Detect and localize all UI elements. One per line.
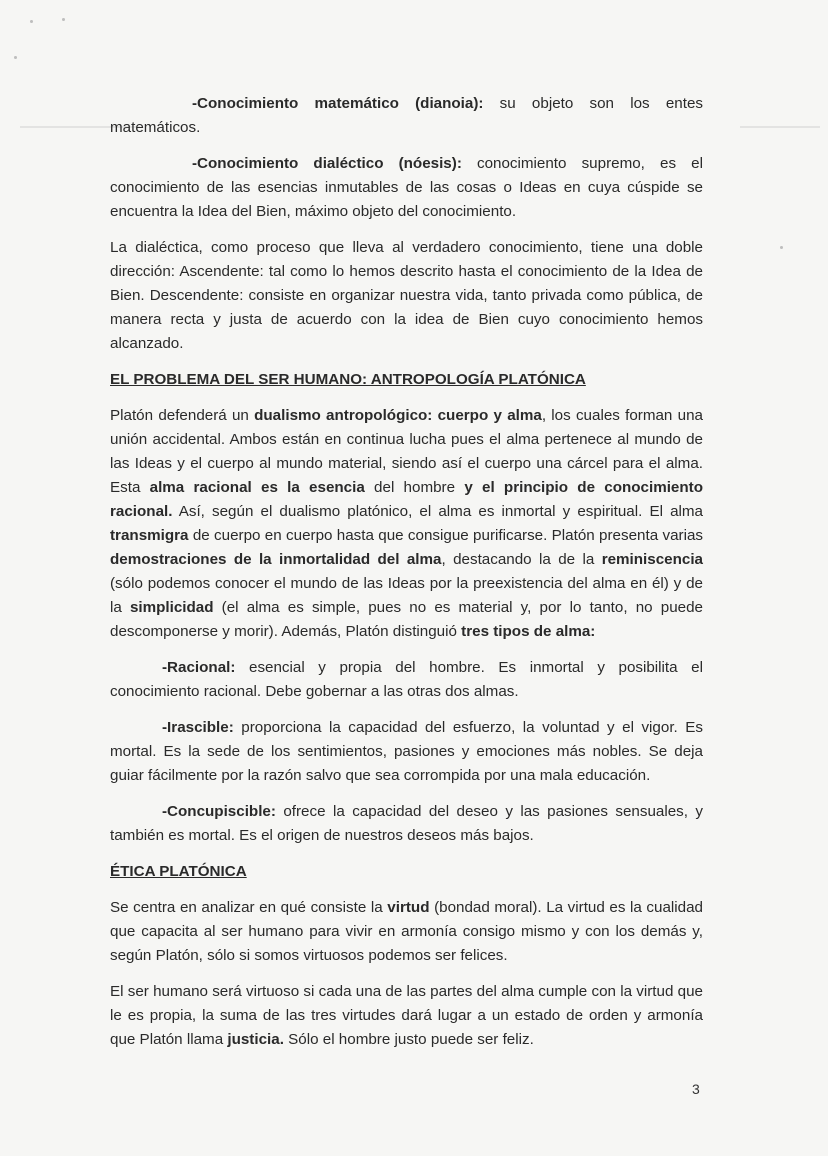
paragraph — [110, 716, 703, 788]
bold-text: virtud — [387, 899, 430, 916]
bold-text: demostraciones de la inmortalidad del alma — [110, 551, 442, 568]
text-run: de cuerpo en cuerpo hasta que consigue purificarse. Platón presenta varias — [188, 527, 703, 544]
text-run: Sólo el hombre justo puede ser feliz. — [283, 1031, 534, 1048]
paragraph — [110, 896, 703, 968]
paragraph — [110, 152, 703, 224]
document-body — [110, 92, 703, 1064]
section-antropologia — [110, 404, 703, 848]
heading-etica: ÉTICA PLATÓNICA — [110, 863, 247, 880]
section-conocimiento — [110, 92, 703, 356]
heading-antropologia: EL PROBLEMA DEL SER HUMANO: ANTROPOLOGÍA PLATÓNICA — [110, 371, 586, 388]
bold-text: simplicidad — [129, 599, 214, 616]
text-run: (el alma es simple, pues no es material y, por lo tanto, no puede descomponerse y morir). Además, Platón distinguió — [110, 599, 703, 640]
text-run: Se centra en analizar en qué consiste la — [110, 899, 388, 916]
text-run: (sólo podemos conocer el mundo de las Ideas por la preexistencia del alma en él) y de la — [110, 575, 703, 616]
section-etica — [110, 896, 703, 1052]
text-run: (bondad moral). La virtud es la cualidad que capacita al ser humano para vivir en armonía consigo mismo y con los demás y, según Platón, sólo si somos virtuosos podemos ser felices. — [110, 899, 703, 964]
text-run: , los cuales forman una unión accidental. Ambos están en continua lucha pues el alma pertenece al mundo de las Ideas y el cuerpo al mundo material, siendo así el cuerpo una cárcel para el alma. Esta — [110, 407, 703, 496]
scan-artifact-speck — [30, 20, 33, 23]
text-run: Platón defenderá un — [110, 407, 255, 424]
bold-text: -Irascible: — [162, 719, 234, 736]
text-run: La dialéctica, como proceso que lleva al verdadero conocimiento, tiene una doble dirección: Ascendente: tal como lo hemos descrito hasta el conocimiento de la Idea de Bien. Descendente: consiste en organizar nuestra vida, tanto privada como pública, de manera recta y justa de acuerdo con la idea de Bien cuyo conocimiento hemos alcanzado. — [110, 239, 703, 352]
bold-text: -Conocimiento matemático (dianoia): — [192, 95, 484, 112]
bold-text: transmigra — [110, 527, 189, 544]
text-run: , destacando la de la — [441, 551, 602, 568]
text-run: del hombre — [364, 479, 465, 496]
bold-text: dualismo antropológico: cuerpo y alma — [254, 407, 542, 424]
paragraph — [110, 236, 703, 356]
bold-text: -Conocimiento dialéctico (nóesis): — [192, 155, 462, 172]
bold-text: -Concupiscible: — [162, 803, 276, 820]
bold-text: justicia. — [227, 1031, 284, 1048]
scan-artifact-speck — [780, 246, 783, 249]
paragraph — [110, 980, 703, 1052]
bold-text: -Racional: — [162, 659, 236, 676]
bold-text: tres tipos de alma: — [461, 623, 596, 640]
bold-text: y el principio de conocimiento racional. — [110, 479, 703, 520]
scan-artifact-speck — [62, 18, 65, 21]
bold-text: alma racional es la esencia — [149, 479, 365, 496]
paragraph — [110, 404, 703, 644]
text-run: esencial y propia del hombre. Es inmortal y posibilita el conocimiento racional. Debe gobernar a las otras dos almas. — [110, 659, 703, 700]
text-run: Así, según el dualismo platónico, el alma es inmortal y espiritual. El alma — [172, 503, 703, 520]
text-run: ofrece la capacidad del deseo y las pasiones sensuales, y también es mortal. Es el origen de nuestros deseos más bajos. — [110, 803, 703, 844]
paragraph — [110, 800, 703, 848]
scan-artifact-line — [740, 126, 820, 128]
scan-artifact-speck — [14, 56, 17, 59]
text-run: conocimiento supremo, es el conocimiento de las esencias inmutables de las cosas o Ideas en cuya cúspide se encuentra la Idea del Bien, máximo objeto del conocimiento. — [110, 155, 703, 220]
paragraph — [110, 656, 703, 704]
bold-text: reminiscencia — [601, 551, 703, 568]
text-run: proporciona la capacidad del esfuerzo, la voluntad y el vigor. Es mortal. Es la sede de los sentimientos, pasiones y emociones más nobles. Se deja guiar fácilmente por la razón salvo que sea corrompida por una mala educación. — [110, 719, 703, 784]
text-run: su objeto son los entes matemáticos. — [110, 95, 703, 136]
page-number: 3 — [692, 1081, 700, 1097]
paragraph — [110, 92, 703, 140]
text-run: El ser humano será virtuoso si cada una de las partes del alma cumple con la virtud que le es propia, la suma de las tres virtudes dará lugar a un estado de orden y armonía que Platón llama — [110, 983, 703, 1048]
